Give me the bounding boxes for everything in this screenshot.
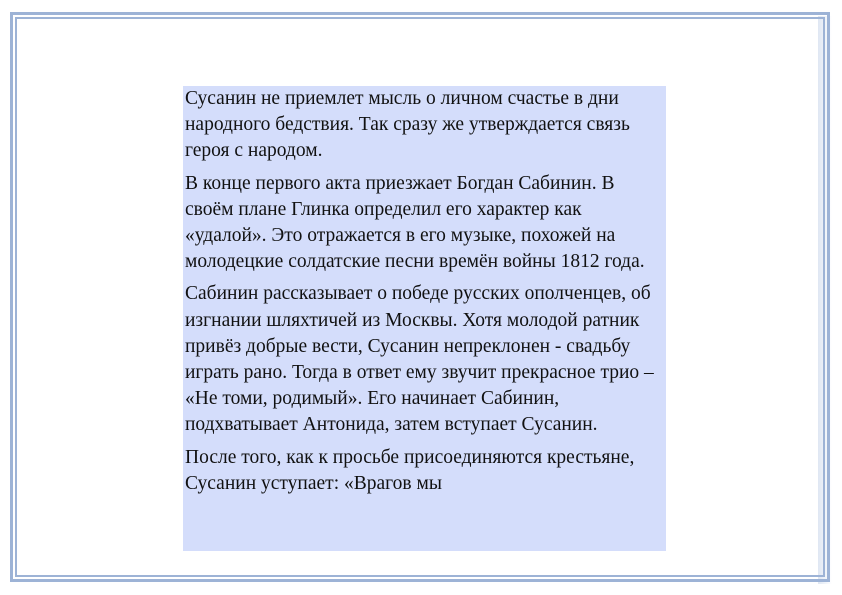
paragraph-1: Сусанин не приемлет мысль о личном счастье в дни народного бедствия. Так сразу же утверждается связь героя с народом. [185,88,630,162]
text-block [183,86,666,551]
paragraph-2: В конце первого акта приезжает Богдан Сабинин. В своём плане Глинка определил его характер как «удалой». Это отражается в его музыке, похожей на молодецкие солдатские песни времён войны 1812 года. [185,172,645,273]
paragraph-4: После того, как к просьбе присоединяются крестьяне, Сусанин уступает: «Врагов мы [185,446,635,494]
paragraph-3: Сабинин рассказывает о победе русских ополченцев, об изгнании шляхтичей из Москвы. Хотя молодой ратник привёз добрые вести, Сусанин непреклонен - свадьбу играть рано. Тогда в ответ ему звучит прекрасное трио – «Не томи, родимый». Его начинает Сабинин, подхватывает Антонида, затем вступает Сусанин. [185,283,654,436]
